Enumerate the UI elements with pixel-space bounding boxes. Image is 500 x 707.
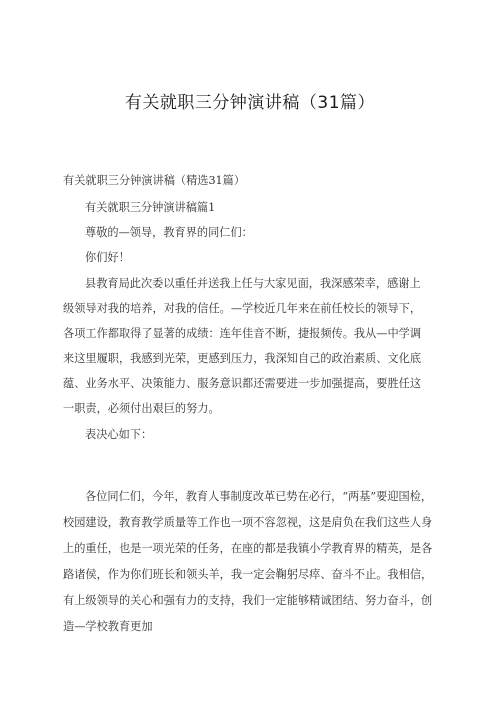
- paragraph-line: 来这里履职，我感到光荣，更感到压力，我深知自己的政治素质、文化底: [63, 352, 422, 365]
- paragraph-line: 一职责，必须付出艰巨的努力。: [63, 402, 220, 415]
- page-title: 有关就职三分钟演讲稿（31篇）: [124, 93, 376, 113]
- paragraph-line: 路诸侯，作为你们班长和领头羊，我一定会鞠躬尽瘁、奋斗不止。我相信，: [63, 568, 433, 581]
- paragraph-line: 上的重任，也是一项光荣的任务，在座的都是我镇小学教育界的精英，是各: [63, 542, 433, 555]
- paragraph-line: 校园建设，教育教学质量等工作也一项不容忽视，这是肩负在我们这些人身: [63, 516, 433, 529]
- paragraph-line: 各项工作都取得了显著的成绩：连年佳音不断，捷报频传。我从—中学调: [63, 327, 422, 340]
- paragraph-line: 有上级领导的关心和强有力的支持，我们一定能够精诚团结、努力奋斗，创: [63, 594, 433, 607]
- document-subtitle: 有关就职三分钟演讲稿（精选31篇）: [63, 174, 246, 187]
- greeting: 你们好！: [85, 251, 130, 264]
- salutation: 尊敬的—领导，教育界的同仁们：: [85, 226, 253, 239]
- paragraph-line: 蕴、业务水平、决策能力、服务意识都还需要进一步加强提高，要胜任这: [63, 377, 422, 390]
- paragraph-line: 造—学校教育更加: [63, 620, 153, 633]
- resolve-heading: 表决心如下：: [85, 428, 153, 441]
- paragraph-line: 县教育局此次委以重任并送我上任与大家见面，我深感荣幸，感谢上: [85, 277, 421, 290]
- section-heading: 有关就职三分钟演讲稿篇1: [85, 201, 216, 214]
- paragraph-line: 各位同仁们，今年，教育人事制度改革已势在必行，“两基”要迎国检，: [85, 490, 433, 503]
- document-body: [63, 0, 443, 707]
- paragraph-line: 级领导对我的培养，对我的信任。—学校近几年来在前任校长的领导下，: [63, 302, 422, 315]
